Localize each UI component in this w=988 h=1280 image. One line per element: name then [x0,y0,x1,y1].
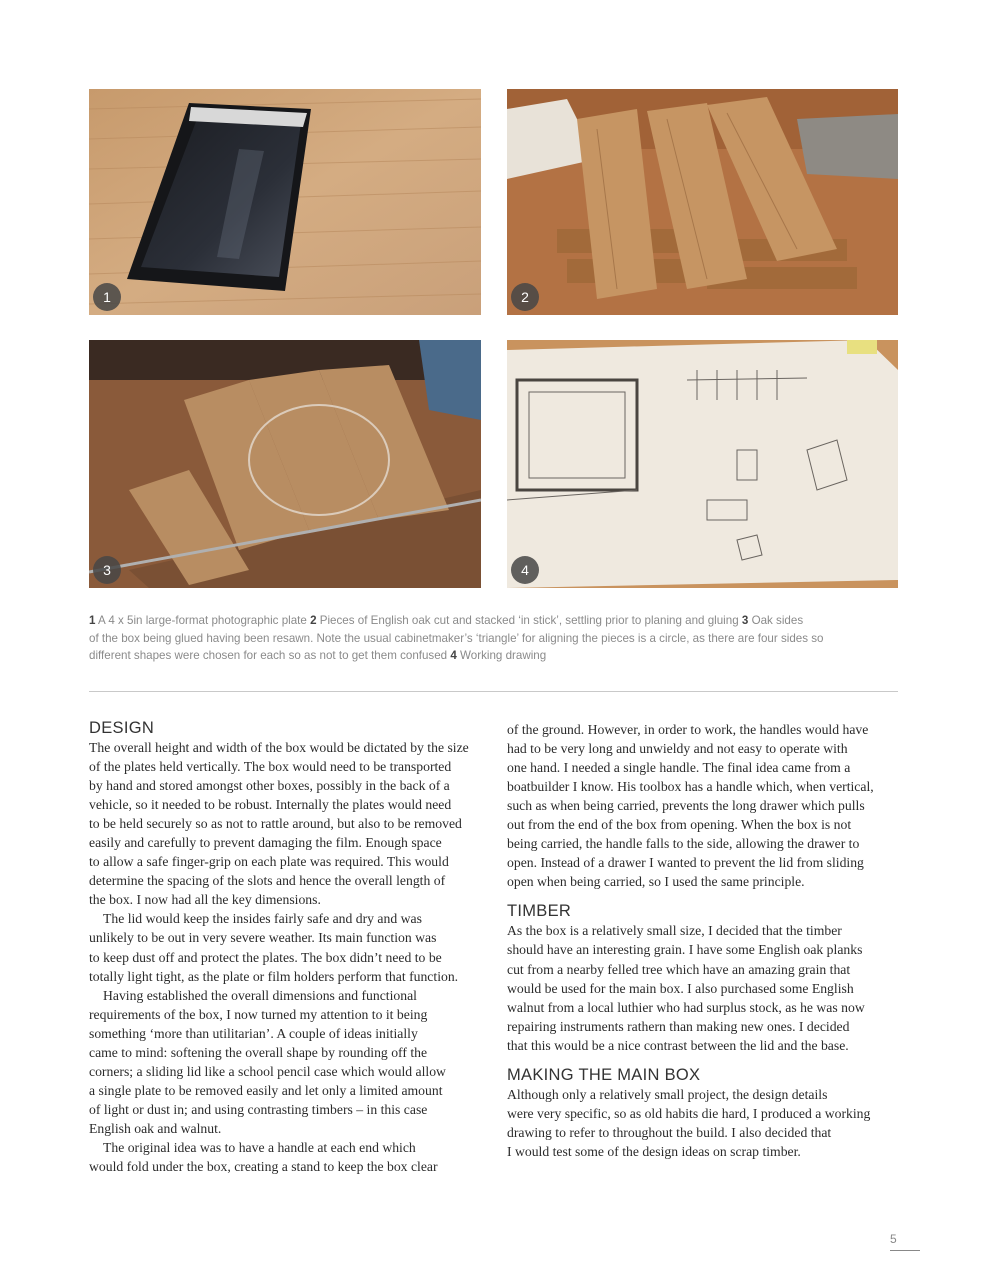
section-heading-design: DESIGN [89,719,155,737]
text-line: easily and carefully to prevent damaging the film. Enough space [89,835,442,851]
text-line: of light or dust in; and using contrasting timbers – in this case [89,1101,428,1117]
paragraph [89,738,481,909]
caption-text: Working drawing [456,649,547,663]
text-line: unlikely to be out in very severe weather. Its main function was [89,930,437,946]
text-line: were very specific, so as old habits die hard, I produced a working [507,1105,871,1121]
text-line: cut from a nearby felled tree which have an amazing grain that [507,961,851,977]
caption-line [89,612,901,630]
text-line: boatbuilder I know. His toolbox has a handle which, when vertical, [507,779,874,795]
text-line: walnut from a local luthier who had surplus stock, as he was now [507,999,865,1015]
text-line: something ‘more than utilitarian’. A couple of ideas initially [89,1025,418,1041]
photo-number-badge: 4 [511,556,539,584]
caption-number: 4 [450,649,457,663]
photo-film-plate [89,89,481,315]
text-line: to be held securely so as not to rattle around, but also to be removed [89,816,462,832]
caption-number: 3 [741,614,749,627]
caption-text: different shapes were chosen for each so as not to get them confused [89,649,451,663]
caption-line: of the box being glued having been resawn. Note the usual cabinetmaker’s ‘triangle’ for aligning the pieces is a circle, as there are four sides so [89,631,824,645]
text-line: a single plate to be removed easily and let only a limited amount [89,1082,443,1098]
photo-caption [89,612,901,665]
text-line: would fold under the box, creating a stand to keep the box clear [89,1159,438,1175]
page-number-rule [890,1250,920,1251]
text-line: had to be very long and unwieldy and not easy to operate with [507,741,848,757]
text-line: the box. I now had all the key dimensions. [89,892,321,908]
text-line: The original idea was to have a handle at each end which [103,1139,416,1155]
paragraph [89,1138,481,1176]
film-plate-image [89,89,481,315]
section-heading-timber: TIMBER [507,902,572,921]
working-drawing-image [507,340,898,588]
divider [89,691,898,692]
text-line: English oak and walnut. [89,1120,222,1136]
text-line: by hand and stored amongst other boxes, possibly in the back of a [89,778,450,794]
text-line: should have an interesting grain. I have some English oak planks [507,942,863,958]
text-line: to allow a safe finger-grip on each plate was required. This would [89,854,449,870]
photo-oak-sides [89,340,481,588]
text-line: Having established the overall dimensions and functional [103,987,417,1003]
caption-text: Pieces of English oak cut and stacked ‘in stick’, settling prior to planing and gluing [316,614,742,627]
text-line: The lid would keep the insides fairly safe and dry and was [103,911,422,927]
text-line: As the box is a relatively small size, I decided that the timber [507,923,842,939]
article-column-left [89,718,481,1176]
text-line: corners; a sliding lid like a school pencil case which would allow [89,1063,446,1079]
oak-stack-image [507,89,898,315]
text-line: vehicle, so it needed to be robust. Internally the plates would need [89,797,452,813]
caption-line [89,647,901,665]
text-line: such as when being carried, prevents the long drawer which pulls [507,798,865,814]
photo-number-badge: 3 [93,556,121,584]
oak-sides-image [89,340,481,588]
text-line: to keep dust off and protect the plates. The box didn’t need to be [89,949,442,965]
text-line: being carried, the handle falls to the side, allowing the drawer to [507,836,860,852]
text-line: Although only a relatively small project, the design details [507,1086,828,1102]
text-line: came to mind: softening the overall shape by rounding off the [89,1044,428,1060]
text-line: repairing instruments rathern than making new ones. I decided [507,1018,850,1034]
paragraph [507,921,899,1054]
text-line: one hand. I needed a single handle. The final idea came from a [507,760,851,776]
text-line: of the plates held vertically. The box would need to be transported [89,759,452,775]
paragraph [89,909,481,985]
paragraph [507,720,899,891]
text-line: I would test some of the design ideas on scrap timber. [507,1143,801,1159]
text-line: determine the spacing of the slots and hence the overall length of [89,873,446,889]
text-line: would be used for the main box. I also purchased some English [507,980,854,996]
caption-text: Oak sides [748,614,804,627]
paragraph [89,986,481,1138]
text-line: open when being carried, so I used the same principle. [507,874,805,890]
photo-working-drawing [507,340,898,588]
paragraph [507,1085,899,1161]
text-line: requirements of the box, I now turned my attention to it being [89,1006,428,1022]
section-heading-making-main-box: MAKING THE MAIN BOX [507,1065,701,1084]
photo-number-badge: 1 [93,283,121,311]
text-line: out from the end of the box from opening. When the box is not [507,817,852,833]
text-line: of the ground. However, in order to work, the handles would have [507,722,869,737]
text-line: totally light tight, as the plate or film holders perform that function. [89,968,459,984]
caption-number: 1 [89,614,96,627]
text-line: The overall height and width of the box would be dictated by the size [89,740,469,755]
page-number: 5 [890,1232,897,1246]
article-column-right [507,720,899,1161]
text-line: that this would be a nice contrast between the lid and the base. [507,1037,849,1053]
photo-number-badge: 2 [511,283,539,311]
caption-number: 2 [310,614,317,627]
photo-oak-stacked [507,89,898,315]
text-line: drawing to refer to throughout the build. I also decided that [507,1124,832,1140]
text-line: open. Instead of a drawer I wanted to prevent the lid from sliding [507,855,864,871]
caption-text: A 4 x 5in large-format photographic plate [95,614,311,627]
